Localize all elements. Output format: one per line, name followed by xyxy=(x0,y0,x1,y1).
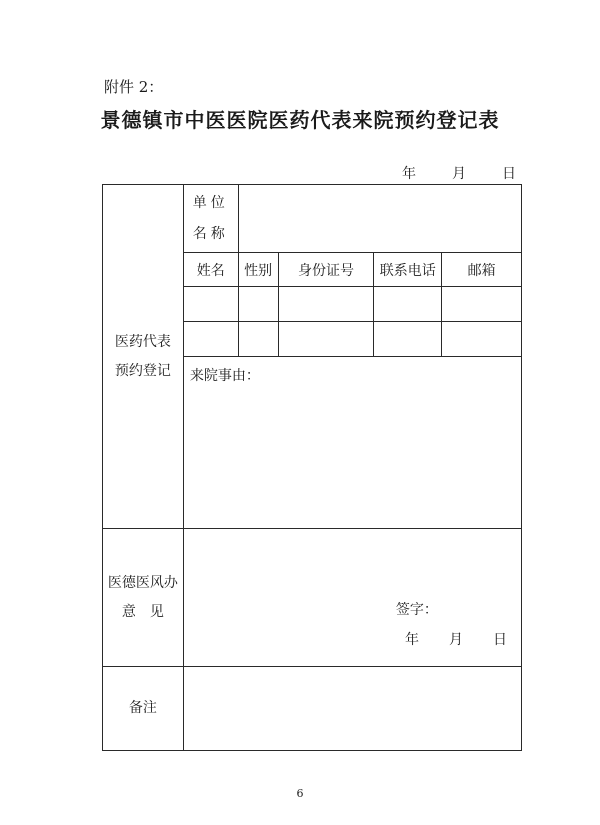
unit-label-line2: 名称 xyxy=(192,225,229,242)
email-field[interactable] xyxy=(442,322,522,357)
registration-label-line2: 预约登记 xyxy=(114,362,171,379)
opinion-date-year: 年 xyxy=(405,632,419,648)
id-number-field[interactable] xyxy=(278,322,374,357)
ethics-label-line2: 意 见 xyxy=(121,603,164,620)
col-header-gender: 性别 xyxy=(238,253,278,287)
unit-name-label xyxy=(183,185,238,253)
unit-name-field[interactable] xyxy=(238,185,521,253)
registration-form-table xyxy=(102,184,522,751)
header-date-year: 年 xyxy=(402,166,416,182)
col-header-phone: 联系电话 xyxy=(374,253,442,287)
visit-reason-field[interactable] xyxy=(183,357,521,529)
phone-field[interactable] xyxy=(374,287,442,322)
col-header-email: 邮箱 xyxy=(442,253,522,287)
opinion-date-month: 月 xyxy=(449,632,463,648)
ethics-label-line1: 医德医风办 xyxy=(107,574,178,591)
opinion-date-day: 日 xyxy=(493,632,507,648)
remarks-label: 备注 xyxy=(103,667,184,751)
name-field[interactable] xyxy=(183,322,238,357)
id-number-field[interactable] xyxy=(278,287,374,322)
phone-field[interactable] xyxy=(374,322,442,357)
gender-field[interactable] xyxy=(238,287,278,322)
col-header-id-number: 身份证号 xyxy=(278,253,374,287)
remarks-field[interactable] xyxy=(183,667,521,751)
unit-label-line1: 单位 xyxy=(192,194,229,211)
form-title: 景德镇市中医医院医药代表来院预约登记表 xyxy=(100,108,500,132)
signature-label: 签字： xyxy=(395,602,438,618)
gender-field[interactable] xyxy=(238,322,278,357)
registration-label-line1: 医药代表 xyxy=(114,333,171,350)
page-number: 6 xyxy=(296,787,304,800)
visit-reason-label: 来院事由： xyxy=(189,368,260,384)
email-field[interactable] xyxy=(442,287,522,322)
registration-section-label xyxy=(103,185,184,529)
header-date xyxy=(300,163,516,183)
name-field[interactable] xyxy=(183,287,238,322)
col-header-name: 姓名 xyxy=(183,253,238,287)
header-date-day: 日 xyxy=(502,166,516,182)
ethics-office-label xyxy=(103,529,184,667)
ethics-opinion-field[interactable] xyxy=(183,529,521,667)
annex-label: 附件 2： xyxy=(104,78,164,96)
opinion-date xyxy=(405,629,507,649)
header-date-month: 月 xyxy=(452,166,466,182)
